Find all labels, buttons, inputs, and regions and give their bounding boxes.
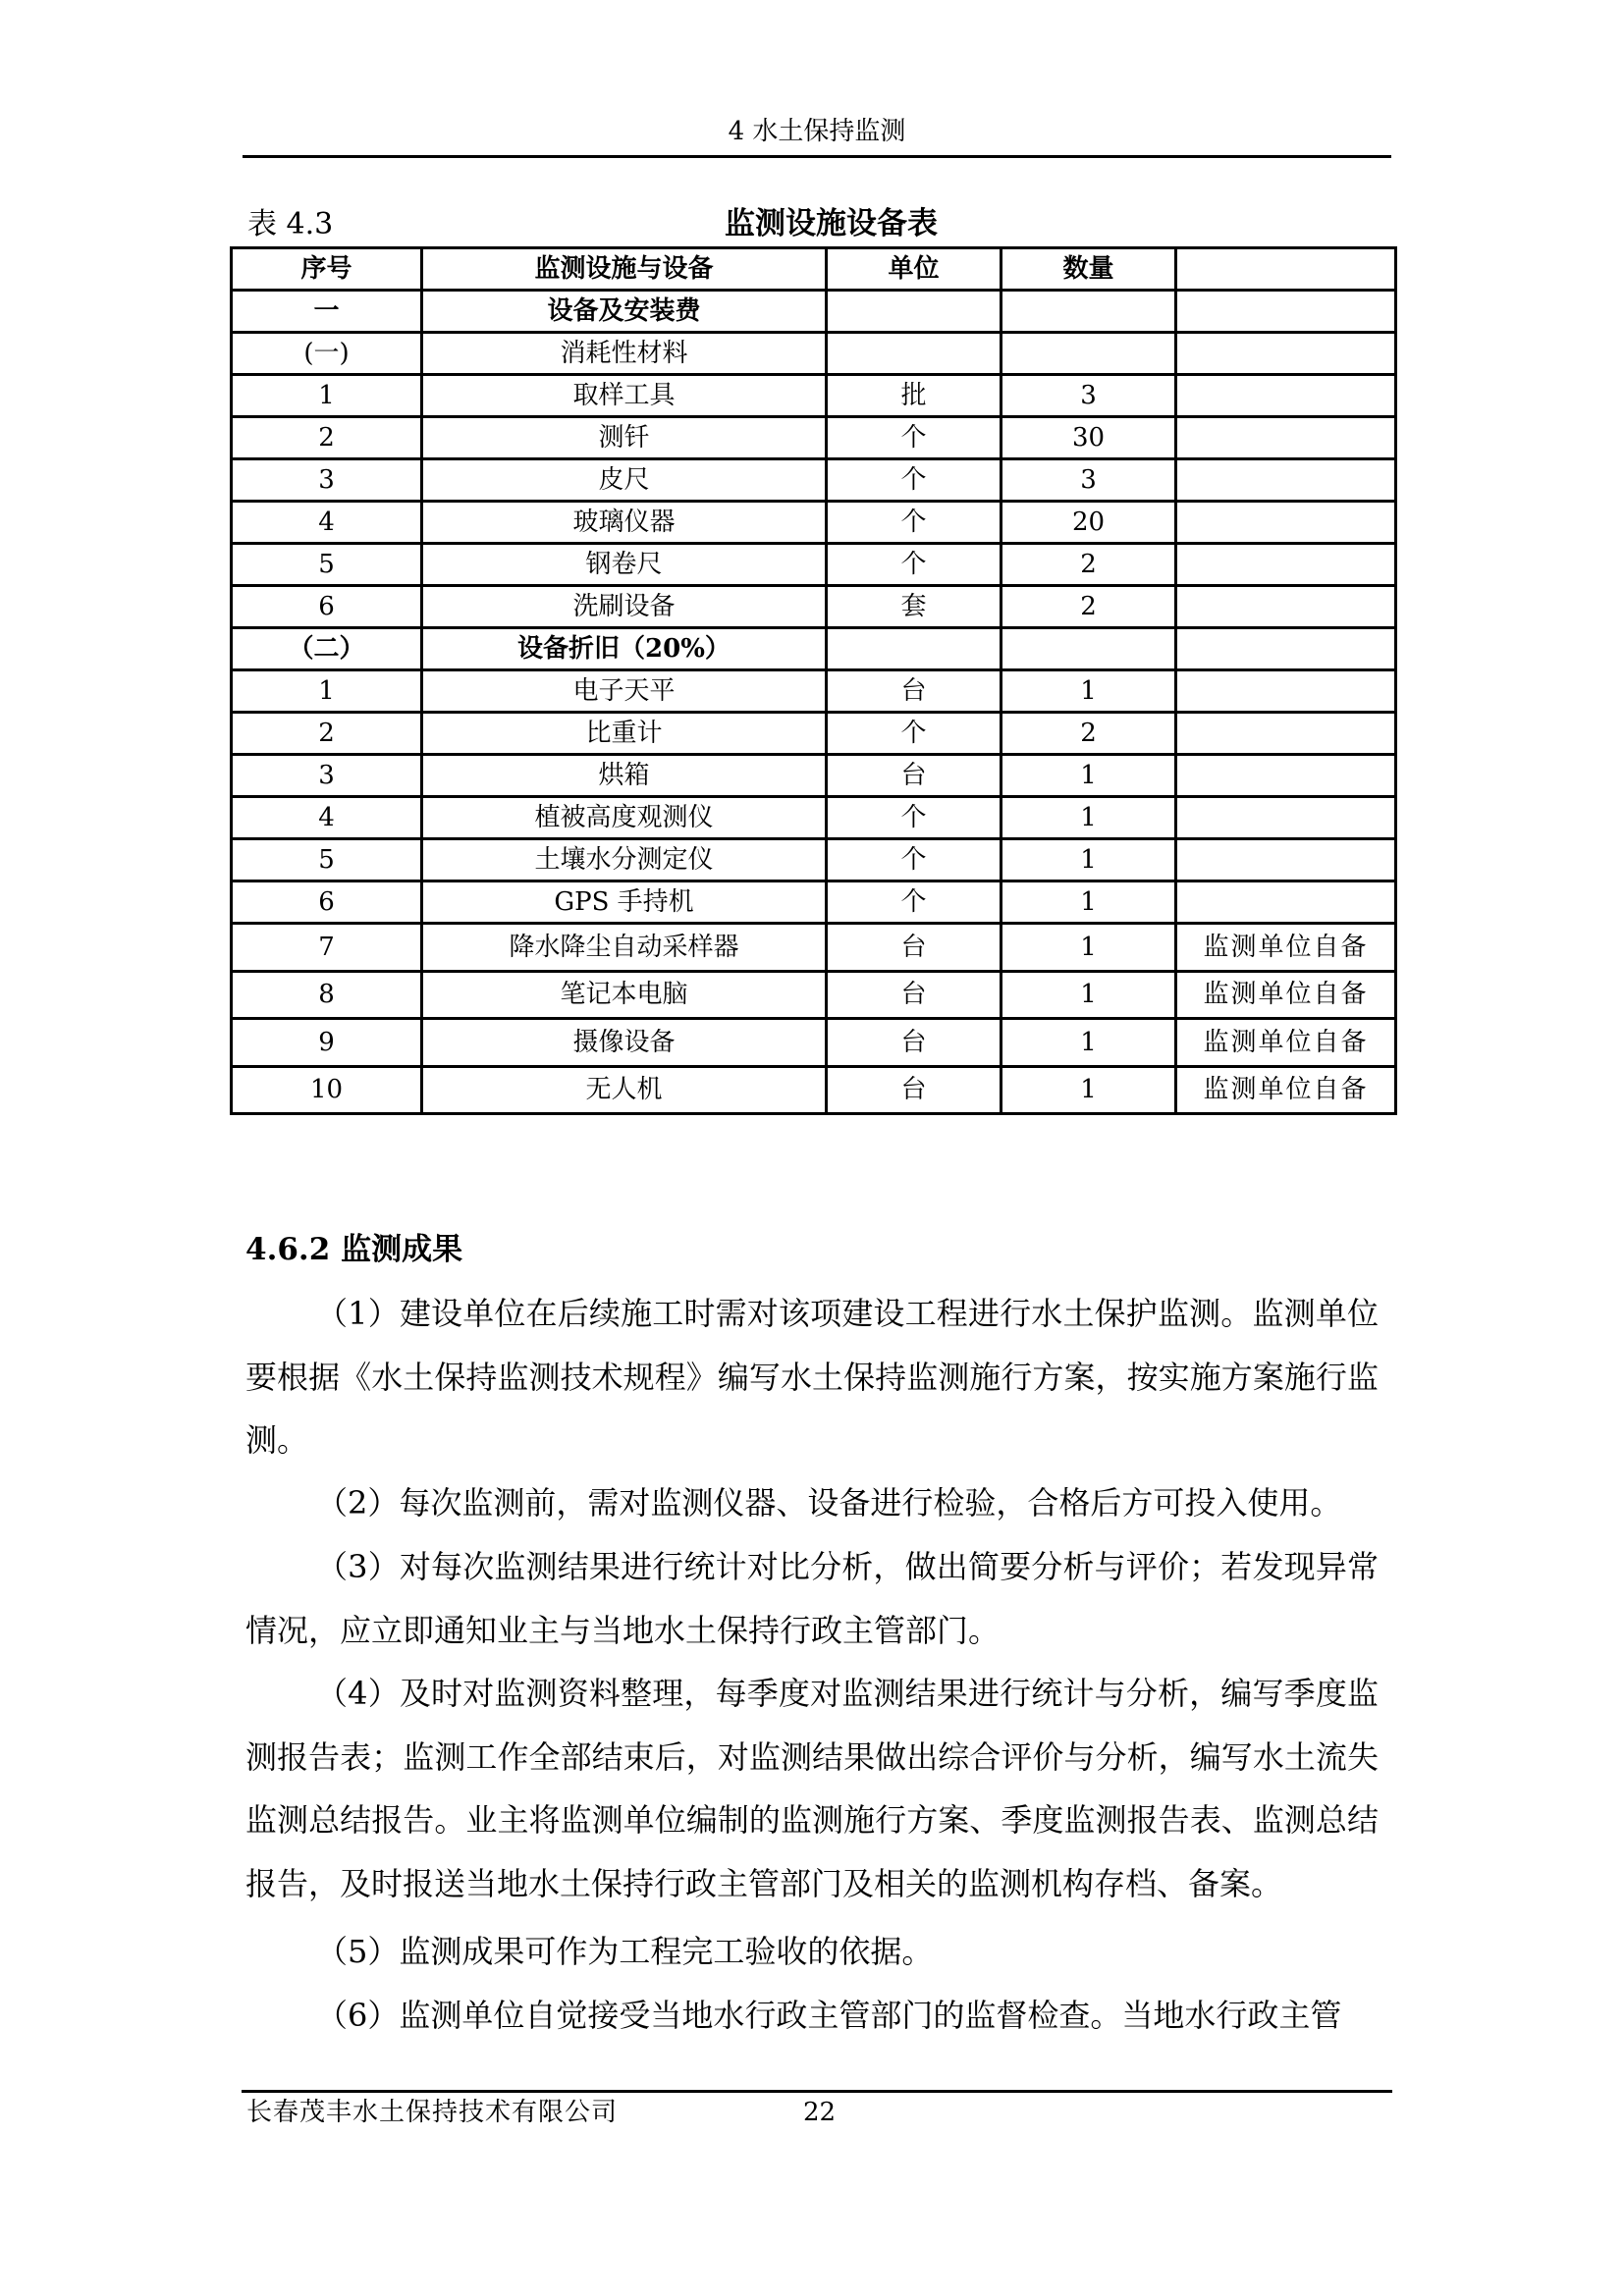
cell-note: 监测单位自备: [1176, 924, 1396, 972]
table-row: [232, 971, 1396, 1019]
cell-unit: 个: [827, 544, 1001, 586]
cell-no: 4: [232, 797, 422, 839]
column-header-name: 监测设施与设备: [422, 248, 827, 291]
cell-note: [1176, 375, 1396, 417]
cell-note: [1176, 839, 1396, 881]
cell-no: 3: [232, 459, 422, 502]
cell-note: [1176, 797, 1396, 839]
cell-no: 5: [232, 544, 422, 586]
cell-unit: 个: [827, 713, 1001, 755]
cell-note: [1176, 544, 1396, 586]
cell-unit: 台: [827, 755, 1001, 797]
cell-note: [1176, 333, 1396, 375]
table-row: [232, 375, 1396, 417]
cell-unit: 套: [827, 586, 1001, 628]
cell-name: 摄像设备: [422, 1019, 827, 1067]
cell-no: 2: [232, 417, 422, 459]
cell-name: 笔记本电脑: [422, 971, 827, 1019]
cell-note: [1176, 502, 1396, 544]
paragraph-2: （2）每次监测前，需对监测仪器、设备进行检验，合格后方可投入使用。: [316, 1484, 1342, 1522]
cell-qty: 3: [1001, 375, 1176, 417]
cell-note: [1176, 881, 1396, 924]
cell-note: [1176, 459, 1396, 502]
cell-name: 取样工具: [422, 375, 827, 417]
cell-qty: 30: [1001, 417, 1176, 459]
paragraph-3: （3）对每次监测结果进行统计对比分析，做出简要分析与评价；若发现异常情况，应立即通知业主与当地水土保持行政主管部门。: [245, 1548, 1379, 1649]
table-header-row: [232, 248, 1396, 291]
table-row: [232, 713, 1396, 755]
cell-name: 设备折旧（20%）: [422, 628, 827, 670]
table-row: [232, 628, 1396, 670]
cell-unit: 个: [827, 459, 1001, 502]
table-row: [232, 544, 1396, 586]
cell-unit: [827, 628, 1001, 670]
footer-rule: [242, 2090, 1392, 2093]
cell-note: [1176, 291, 1396, 333]
cell-no: 8: [232, 971, 422, 1019]
cell-unit: 个: [827, 881, 1001, 924]
table-row: [232, 755, 1396, 797]
cell-qty: 1: [1001, 797, 1176, 839]
cell-no: 4: [232, 502, 422, 544]
table-row: [232, 797, 1396, 839]
cell-qty: [1001, 628, 1176, 670]
cell-no: 6: [232, 586, 422, 628]
cell-unit: [827, 291, 1001, 333]
cell-qty: 3: [1001, 459, 1176, 502]
cell-qty: 1: [1001, 755, 1176, 797]
equipment-table: [230, 246, 1397, 1115]
cell-name: GPS 手持机: [422, 881, 827, 924]
table-row: [232, 502, 1396, 544]
cell-no: 6: [232, 881, 422, 924]
cell-name: 植被高度观测仪: [422, 797, 827, 839]
cell-qty: 20: [1001, 502, 1176, 544]
paragraph-5: （5）监测成果可作为工程完工验收的依据。: [316, 1933, 934, 1970]
cell-no: 2: [232, 713, 422, 755]
table-row: [232, 1019, 1396, 1067]
cell-name: 无人机: [422, 1066, 827, 1114]
cell-unit: 台: [827, 1066, 1001, 1114]
cell-qty: [1001, 291, 1176, 333]
cell-name: 消耗性材料: [422, 333, 827, 375]
column-header-no: 序号: [232, 248, 422, 291]
cell-unit: 个: [827, 839, 1001, 881]
cell-note: [1176, 755, 1396, 797]
cell-unit: 个: [827, 417, 1001, 459]
table-row: [232, 1066, 1396, 1114]
cell-unit: 台: [827, 1019, 1001, 1067]
table-row: [232, 291, 1396, 333]
cell-note: 监测单位自备: [1176, 1019, 1396, 1067]
cell-no: 1: [232, 670, 422, 713]
cell-no: 一: [232, 291, 422, 333]
cell-name: 皮尺: [422, 459, 827, 502]
header-rule: [243, 155, 1391, 158]
cell-qty: 2: [1001, 713, 1176, 755]
table-row: [232, 839, 1396, 881]
cell-qty: 2: [1001, 544, 1176, 586]
section-heading: 4.6.2 监测成果: [245, 1232, 463, 1267]
cell-no: 7: [232, 924, 422, 972]
cell-qty: 1: [1001, 971, 1176, 1019]
column-header-qty: 数量: [1001, 248, 1176, 291]
table-row: [232, 417, 1396, 459]
cell-note: [1176, 713, 1396, 755]
cell-qty: 1: [1001, 881, 1176, 924]
cell-name: 比重计: [422, 713, 827, 755]
cell-no: 10: [232, 1066, 422, 1114]
cell-qty: [1001, 333, 1176, 375]
cell-qty: 2: [1001, 586, 1176, 628]
cell-qty: 1: [1001, 839, 1176, 881]
cell-name: 测钎: [422, 417, 827, 459]
cell-name: 玻璃仪器: [422, 502, 827, 544]
cell-qty: 1: [1001, 1066, 1176, 1114]
cell-unit: [827, 333, 1001, 375]
cell-qty: 1: [1001, 924, 1176, 972]
cell-name: 钢卷尺: [422, 544, 827, 586]
cell-unit: 台: [827, 924, 1001, 972]
table-row: [232, 459, 1396, 502]
cell-unit: 个: [827, 797, 1001, 839]
paragraph-1: （1）建设单位在后续施工时需对该项建设工程进行水土保护监测。监测单位要根据《水土保持监测技术规程》编写水土保持监测施行方案，按实施方案施行监测。: [245, 1295, 1379, 1459]
cell-qty: 1: [1001, 1019, 1176, 1067]
cell-name: 洗刷设备: [422, 586, 827, 628]
cell-name: 设备及安装费: [422, 291, 827, 333]
cell-note: [1176, 628, 1396, 670]
table-row: [232, 586, 1396, 628]
cell-no: (一): [232, 333, 422, 375]
cell-unit: 台: [827, 971, 1001, 1019]
cell-unit: 个: [827, 502, 1001, 544]
table-row: [232, 333, 1396, 375]
paragraph-4: （4）及时对监测资料整理，每季度对监测结果进行统计与分析，编写季度监测报告表；监测工作全部结束后，对监测结果做出综合评价与分析，编写水土流失监测总结报告。业主将监测单位编制的监测施行方案、季度监测报告表、监测总结报告，及时报送当地水土保持行政主管部门及相关的监测机构存档、备案。: [245, 1675, 1379, 1902]
page-number: 22: [803, 2098, 837, 2127]
cell-note: [1176, 586, 1396, 628]
table-row: [232, 924, 1396, 972]
cell-name: 降水降尘自动采样器: [422, 924, 827, 972]
column-header-note: [1176, 248, 1396, 291]
footer-company: 长春茂丰水土保持技术有限公司: [246, 2098, 619, 2127]
column-header-unit: 单位: [827, 248, 1001, 291]
table-number: 表 4.3: [247, 207, 334, 241]
cell-qty: 1: [1001, 670, 1176, 713]
cell-name: 烘箱: [422, 755, 827, 797]
table-title: 监测设施设备表: [725, 206, 938, 241]
cell-name: 土壤水分测定仪: [422, 839, 827, 881]
cell-note: 监测单位自备: [1176, 1066, 1396, 1114]
running-header: 4 水土保持监测: [728, 117, 906, 146]
cell-no: 3: [232, 755, 422, 797]
cell-no: 1: [232, 375, 422, 417]
cell-no: 5: [232, 839, 422, 881]
cell-no: 9: [232, 1019, 422, 1067]
cell-note: 监测单位自备: [1176, 971, 1396, 1019]
cell-note: [1176, 670, 1396, 713]
cell-no: （二）: [232, 628, 422, 670]
cell-unit: 台: [827, 670, 1001, 713]
cell-unit: 批: [827, 375, 1001, 417]
table-row: [232, 670, 1396, 713]
cell-note: [1176, 417, 1396, 459]
paragraph-6: （6）监测单位自觉接受当地水行政主管部门的监督检查。当地水行政主管: [316, 1997, 1342, 2034]
table-row: [232, 881, 1396, 924]
cell-name: 电子天平: [422, 670, 827, 713]
